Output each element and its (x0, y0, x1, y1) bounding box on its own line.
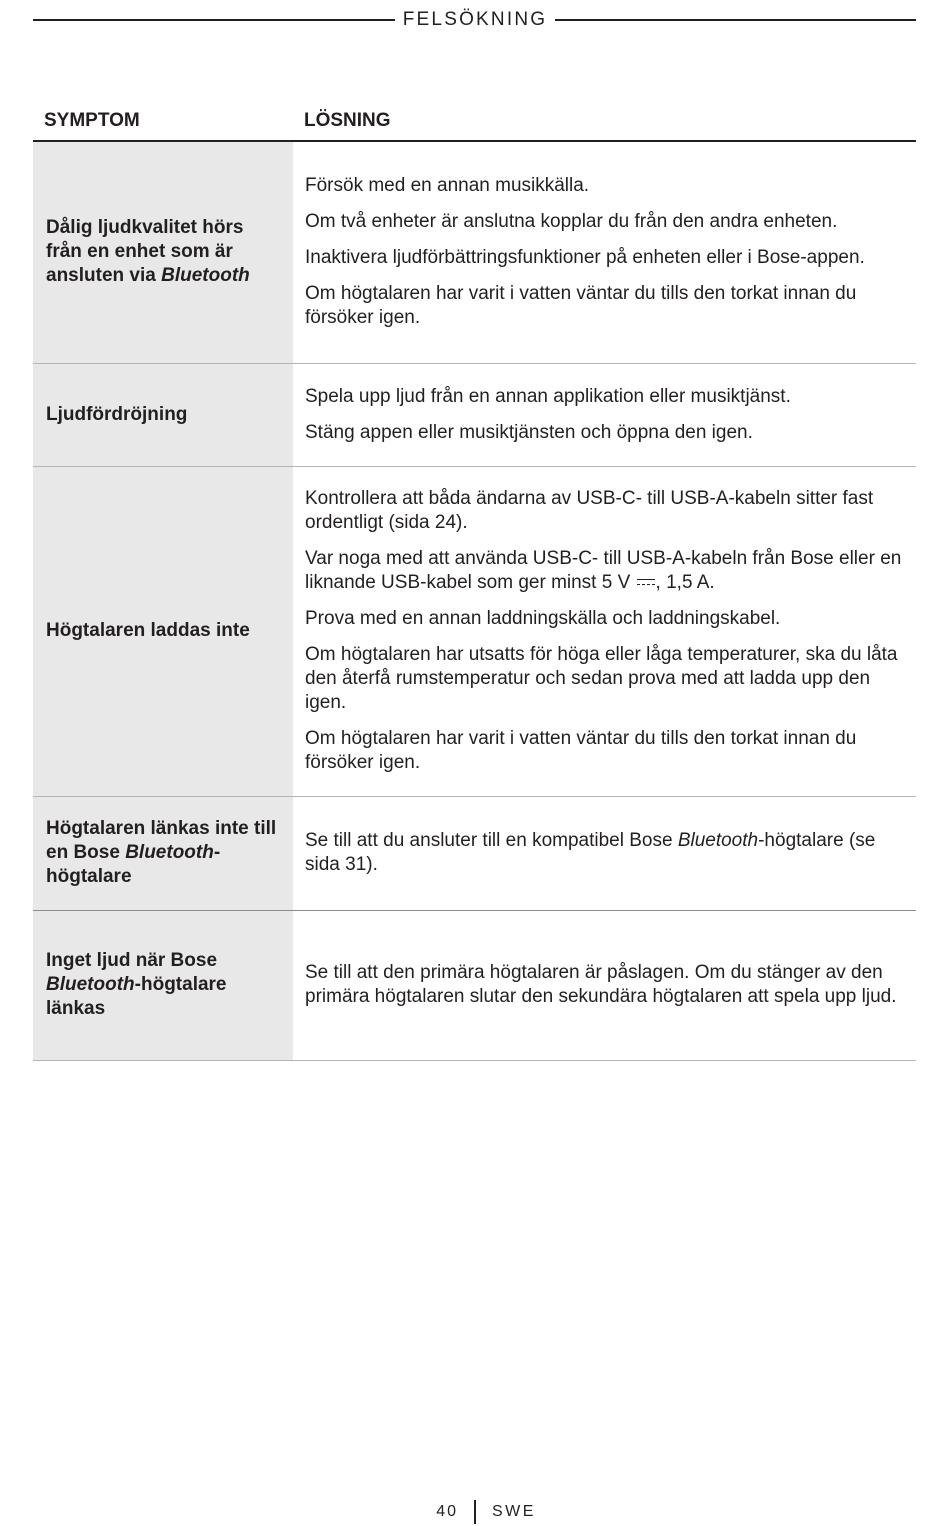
table-row (33, 142, 916, 363)
solution-step: Se till att du ansluter till en kompatibel Bose Bluetooth-högtalare (se sida 31). (305, 830, 876, 875)
troubleshooting-table (33, 142, 916, 1061)
column-header-symptom: SYMPTOM (44, 110, 140, 131)
page-footer (0, 1500, 950, 1526)
header-rule-left (33, 19, 395, 21)
solution-cell (293, 910, 916, 1060)
symptom-cell: Högtalaren länkas inte till en Bose Bluetooth-högtalare (33, 796, 293, 910)
section-title: FELSÖKNING (402, 9, 548, 30)
solution-cell (293, 363, 916, 466)
header-rule-right (555, 19, 916, 21)
solution-step: Se till att den primära högtalaren är påslagen. Om du stänger av den primära högtalaren slutar den sekundära högtalaren att spela upp ljud. (305, 962, 897, 1007)
solution-step: Inaktivera ljudförbättringsfunktioner på enheten eller i Bose-appen. (305, 247, 865, 269)
page-number: 40 (436, 1503, 458, 1520)
symptom-cell: Ljudfördröjning (33, 363, 293, 466)
solution-step: Försök med en annan musikkälla. (305, 175, 590, 197)
table-row (33, 466, 916, 796)
symptom-cell: Dålig ljudkvalitet hörs från en enhet som är ansluten via Bluetooth (33, 142, 293, 363)
solution-cell (293, 796, 916, 910)
solution-step: Om högtalaren har utsatts för höga eller låga temperaturer, ska du låta den återfå rumstemperatur och sedan prova med att ladda upp den igen. (305, 644, 898, 713)
footer-separator (474, 1500, 476, 1524)
solution-step-usb-cable: Var noga med att använda USB-C- till USB-A-kabeln från Bose eller en liknande USB-kabel som ger minst 5 V , 1,5 A. (305, 548, 902, 593)
page-header (33, 8, 916, 32)
language-code: SWE (492, 1503, 536, 1520)
table-row (33, 910, 916, 1060)
solution-step: Prova med en annan laddningskälla och laddningskabel. (305, 608, 781, 629)
solution-step: Om högtalaren har varit i vatten väntar du tills den torkat innan du försöker igen. (305, 283, 857, 329)
solution-step: Om två enheter är anslutna kopplar du från den andra enheten. (305, 211, 838, 233)
dc-current-icon (637, 578, 655, 588)
column-header-solution: LÖSNING (304, 110, 391, 131)
solution-step: Kontrollera att båda ändarna av USB-C- till USB-A-kabeln sitter fast ordentligt (sida 24). (305, 488, 874, 533)
table-row (33, 363, 916, 466)
symptom-cell: Inget ljud när Bose Bluetooth-högtalare länkas (33, 910, 293, 1060)
solution-cell (293, 142, 916, 363)
solution-step: Stäng appen eller musiktjänsten och öppna den igen. (305, 421, 753, 443)
solution-cell (293, 466, 916, 796)
solution-step: Om högtalaren har varit i vatten väntar du tills den torkat innan du försöker igen. (305, 728, 857, 773)
symptom-cell: Högtalaren laddas inte (33, 466, 293, 796)
table-row (33, 796, 916, 910)
solution-step: Spela upp ljud från en annan applikation eller musiktjänst. (305, 385, 791, 407)
